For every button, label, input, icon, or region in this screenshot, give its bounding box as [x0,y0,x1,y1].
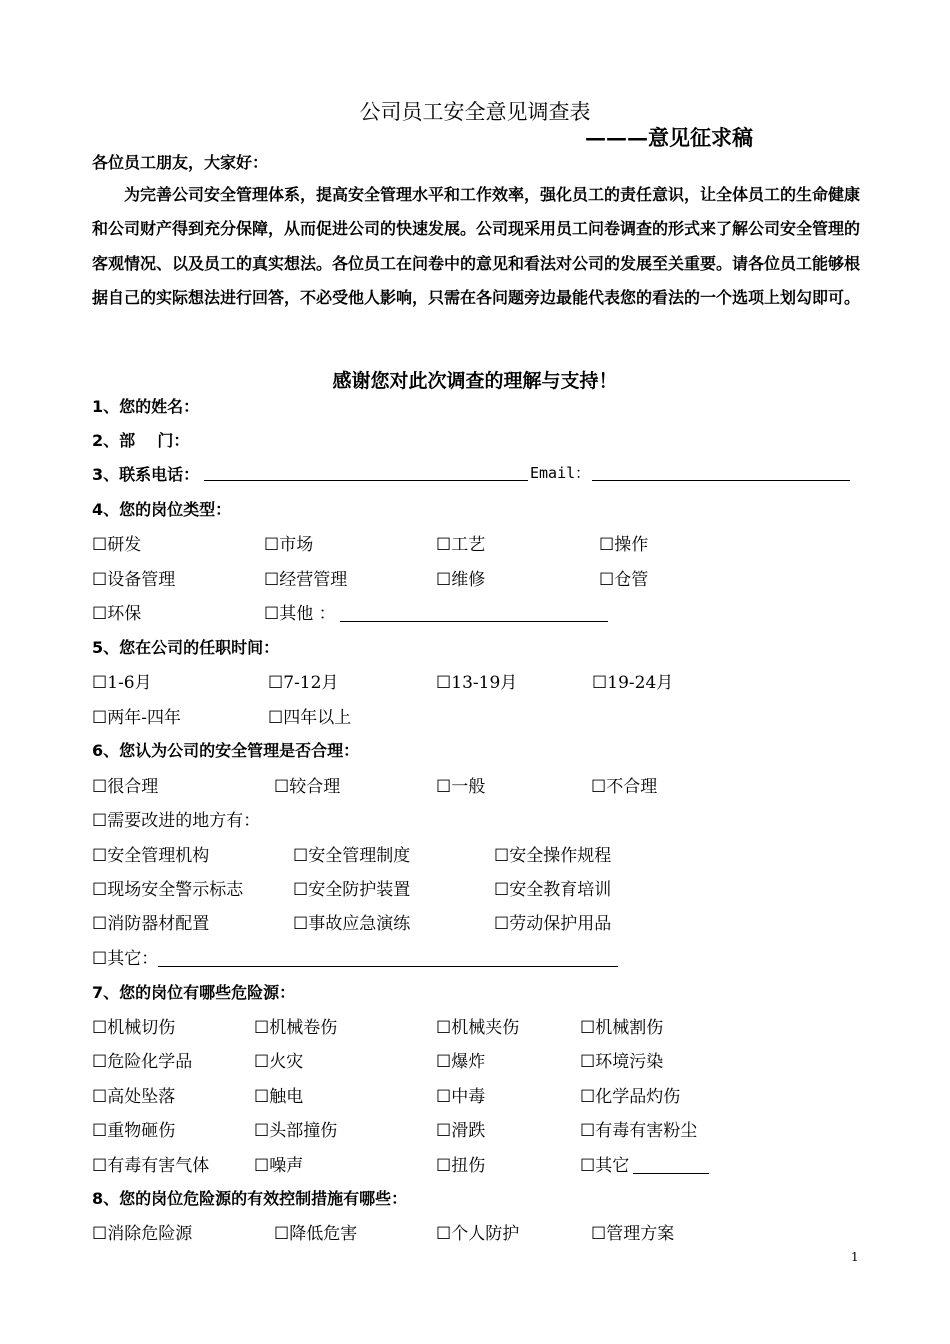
option-checkbox[interactable] [92,1047,192,1072]
option-label: 火灾 [269,1052,304,1072]
checkbox-icon[interactable]: ☐ [92,1052,108,1072]
option-label: 消防器材配置 [107,914,210,934]
checkbox-icon[interactable]: ☐ [92,604,108,624]
option-label: 市场 [279,535,314,555]
option-checkbox[interactable] [436,1047,485,1072]
option-checkbox[interactable] [293,909,410,934]
option-label: 劳动保护用品 [509,914,612,934]
checkbox-icon[interactable]: ☐ [92,949,108,969]
checkbox-icon[interactable]: ☐ [92,1087,108,1107]
checkbox-icon[interactable]: ☐ [92,535,108,555]
option-label: 噪声 [269,1156,304,1176]
option-checkbox[interactable] [293,841,410,866]
option-label: 维修 [451,570,486,590]
checkbox-icon[interactable]: ☐ [436,1121,452,1141]
option-label: 7-12月 [283,673,339,693]
option-label: 机械卷伤 [269,1018,338,1038]
checkbox-icon[interactable]: ☐ [92,570,108,590]
checkbox-icon[interactable]: ☐ [92,1224,108,1244]
option-checkbox[interactable] [436,1116,485,1141]
option-checkbox[interactable] [92,1082,175,1107]
checkbox-icon[interactable]: ☐ [254,1121,270,1141]
checkbox-icon[interactable]: ☐ [436,673,452,693]
option-label: 其他 ： [279,604,336,624]
option-label: 安全操作规程 [509,846,612,866]
question-job-type: 4、您的岗位类型： [92,500,232,519]
question-tenure: 5、您在公司的任职时间： [92,638,280,657]
phone-field[interactable] [204,480,528,481]
checkbox-icon[interactable]: ☐ [580,1156,596,1176]
checkbox-icon[interactable]: ☐ [92,914,108,934]
checkbox-icon[interactable]: ☐ [92,811,108,831]
option-checkbox[interactable] [254,1082,303,1107]
checkbox-icon[interactable]: ☐ [436,777,452,797]
checkbox-icon[interactable]: ☐ [293,846,309,866]
option-label: 有毒有害气体 [107,1156,210,1176]
option-label: 事故应急演练 [308,914,411,934]
fill-in-line[interactable] [633,1157,709,1174]
option-checkbox[interactable] [92,599,141,624]
option-checkbox[interactable] [92,668,152,693]
option-checkbox[interactable] [436,530,485,555]
checkbox-icon[interactable]: ☐ [92,673,108,693]
checkbox-icon[interactable]: ☐ [92,1018,108,1038]
checkbox-icon[interactable]: ☐ [254,1018,270,1038]
checkbox-icon[interactable]: ☐ [591,777,607,797]
option-checkbox[interactable] [254,1116,337,1141]
checkbox-icon[interactable]: ☐ [293,914,309,934]
option-checkbox[interactable] [92,1219,192,1244]
option-checkbox[interactable] [494,841,611,866]
option-label: 环保 [107,604,142,624]
email-label: Email： [530,464,591,482]
page-number: 1 [851,1250,859,1264]
option-checkbox[interactable] [580,1013,663,1038]
intro-paragraph: 为完善公司安全管理体系，提高安全管理水平和工作效率，强化员工的责任意识，让全体员工的生命健康和公司财产得到充分保障，从而促进公司的快速发展。公司现采用员工问卷调查的形式来了解公司安全管理的客观情况、以及员工的真实想法。各位员工在问卷中的意见和看法对公司的发展至关重要。请各位员工能够根据自己的实际想法进行回答，不必受他人影响，只需在各问题旁边最能代表您的看法的一个选项上划勾即可。 [92,185,861,307]
option-label: 四年以上 [283,708,352,728]
page-subtitle: ———意见征求稿 [585,125,753,150]
option-checkbox[interactable] [436,668,517,693]
option-checkbox[interactable] [436,565,485,590]
option-label: 现场安全警示标志 [107,880,244,900]
option-checkbox[interactable] [92,530,141,555]
option-label: 其它 [595,1156,630,1176]
greeting: 各位员工朋友，大家好： [92,153,269,172]
checkbox-icon[interactable]: ☐ [592,673,608,693]
option-checkbox[interactable] [293,875,410,900]
checkbox-icon[interactable]: ☐ [254,1052,270,1072]
option-label: 降低危害 [289,1224,358,1244]
option-label: 1-6月 [107,673,152,693]
checkbox-icon[interactable]: ☐ [599,570,615,590]
checkbox-icon[interactable]: ☐ [268,673,284,693]
option-checkbox[interactable] [92,909,209,934]
option-label: 重物砸伤 [107,1121,176,1141]
option-checkbox[interactable] [92,875,243,900]
option-label: 安全管理机构 [107,846,210,866]
option-checkbox[interactable] [494,909,611,934]
checkbox-icon[interactable]: ☐ [274,1224,290,1244]
thanks-heading: 感谢您对此次调查的理解与支持！ [332,370,618,392]
checkbox-icon[interactable]: ☐ [92,1156,108,1176]
option-label: 机械切伤 [107,1018,176,1038]
option-label: 操作 [614,535,649,555]
checkbox-icon[interactable]: ☐ [264,535,280,555]
checkbox-icon[interactable]: ☐ [580,1121,596,1141]
option-checkbox[interactable] [254,1013,337,1038]
checkbox-icon[interactable]: ☐ [436,1224,452,1244]
option-label: 安全教育培训 [509,880,612,900]
option-label: 扭伤 [451,1156,486,1176]
checkbox-icon[interactable]: ☐ [591,1224,607,1244]
checkbox-icon[interactable]: ☐ [274,777,290,797]
checkbox-icon[interactable]: ☐ [92,1121,108,1141]
checkbox-icon[interactable]: ☐ [254,1087,270,1107]
option-label: 爆炸 [451,1052,486,1072]
checkbox-icon[interactable]: ☐ [293,880,309,900]
option-checkbox[interactable] [591,772,657,797]
question-name: 1、您的姓名： [92,397,200,416]
checkbox-icon[interactable]: ☐ [580,1087,596,1107]
option-label: 环境污染 [595,1052,664,1072]
option-checkbox[interactable] [436,1151,485,1176]
option-checkbox[interactable] [264,565,347,590]
option-label: 两年-四年 [107,708,181,728]
option-label: 消除危险源 [107,1224,193,1244]
option-label: 13-19月 [451,673,518,693]
option-label: 仓管 [614,570,649,590]
option-checkbox[interactable] [436,1013,519,1038]
improve-checkbox[interactable] [92,806,260,831]
checkbox-icon[interactable]: ☐ [436,1087,452,1107]
checkbox-icon[interactable]: ☐ [436,1018,452,1038]
option-label: 高处坠落 [107,1087,176,1107]
checkbox-icon[interactable]: ☐ [436,1156,452,1176]
question-hazards: 7、您的岗位有哪些危险源： [92,983,296,1002]
option-label: 安全管理制度 [308,846,411,866]
other-checkbox[interactable] [92,944,618,969]
option-label: 管理方案 [606,1224,675,1244]
option-checkbox[interactable] [92,565,175,590]
option-label: 有毒有害粉尘 [595,1121,698,1141]
option-checkbox[interactable] [268,703,351,728]
question-department: 2、部 门： [92,431,190,450]
option-checkbox[interactable] [580,1116,697,1141]
option-checkbox[interactable] [599,530,648,555]
question-management: 6、您认为公司的安全管理是否合理： [92,741,360,760]
checkbox-icon[interactable]: ☐ [92,880,108,900]
option-checkbox[interactable] [580,1151,709,1176]
option-label: 滑跌 [451,1121,486,1141]
option-label: 较合理 [289,777,341,797]
checkbox-icon[interactable]: ☐ [494,846,510,866]
option-checkbox[interactable] [592,668,673,693]
option-label: 很合理 [107,777,159,797]
option-label: 机械夹伤 [451,1018,520,1038]
option-label: 设备管理 [107,570,176,590]
option-checkbox[interactable] [436,1082,485,1107]
question-phone: 3、联系电话： [92,465,200,484]
option-label: 19-24月 [607,673,674,693]
option-label: 化学品灼伤 [595,1087,681,1107]
option-checkbox[interactable] [580,1082,680,1107]
checkbox-icon[interactable]: ☐ [264,570,280,590]
option-label: 需要改进的地方有： [107,811,261,831]
option-checkbox[interactable] [254,1151,303,1176]
option-label: 头部撞伤 [269,1121,338,1141]
option-checkbox[interactable] [268,668,338,693]
checkbox-icon[interactable]: ☐ [268,708,284,728]
option-checkbox[interactable] [92,1013,175,1038]
checkbox-icon[interactable]: ☐ [494,880,510,900]
question-controls: 8、您的岗位危险源的有效控制措施有哪些： [92,1189,408,1208]
checkbox-icon[interactable]: ☐ [580,1018,596,1038]
option-label: 研发 [107,535,142,555]
fill-in-line[interactable] [340,605,608,622]
option-label: 机械割伤 [595,1018,664,1038]
option-label: 安全防护装置 [308,880,411,900]
option-checkbox[interactable] [92,1151,209,1176]
option-checkbox[interactable] [274,1219,357,1244]
option-checkbox[interactable] [599,565,648,590]
option-checkbox[interactable] [274,772,340,797]
option-label: 不合理 [606,777,658,797]
option-checkbox[interactable] [580,1047,663,1072]
option-checkbox[interactable] [494,875,611,900]
option-checkbox[interactable] [436,1219,519,1244]
option-label: 中毒 [451,1087,486,1107]
checkbox-icon[interactable]: ☐ [254,1156,270,1176]
option-checkbox[interactable] [254,1047,303,1072]
fill-in-line[interactable] [158,950,618,967]
page-title: 公司员工安全意见调查表 [359,100,591,124]
option-label: 危险化学品 [107,1052,193,1072]
option-checkbox[interactable] [92,703,181,728]
option-checkbox[interactable] [591,1219,674,1244]
option-checkbox[interactable] [436,772,485,797]
option-label: 个人防护 [451,1224,520,1244]
option-label: 经营管理 [279,570,348,590]
checkbox-icon[interactable]: ☐ [436,1052,452,1072]
checkbox-icon[interactable]: ☐ [264,604,280,624]
checkbox-icon[interactable]: ☐ [92,777,108,797]
checkbox-icon[interactable]: ☐ [436,570,452,590]
option-checkbox[interactable] [92,1116,175,1141]
option-label: 其它： [107,949,159,969]
option-checkbox[interactable] [92,772,158,797]
checkbox-icon[interactable]: ☐ [494,914,510,934]
checkbox-icon[interactable]: ☐ [92,846,108,866]
checkbox-icon[interactable]: ☐ [92,708,108,728]
email-field[interactable] [592,480,850,481]
option-checkbox[interactable] [264,599,608,624]
checkbox-icon[interactable]: ☐ [436,535,452,555]
option-label: 工艺 [451,535,486,555]
option-checkbox[interactable] [92,841,209,866]
option-checkbox[interactable] [264,530,313,555]
option-label: 触电 [269,1087,304,1107]
option-label: 一般 [451,777,486,797]
checkbox-icon[interactable]: ☐ [599,535,615,555]
checkbox-icon[interactable]: ☐ [580,1052,596,1072]
